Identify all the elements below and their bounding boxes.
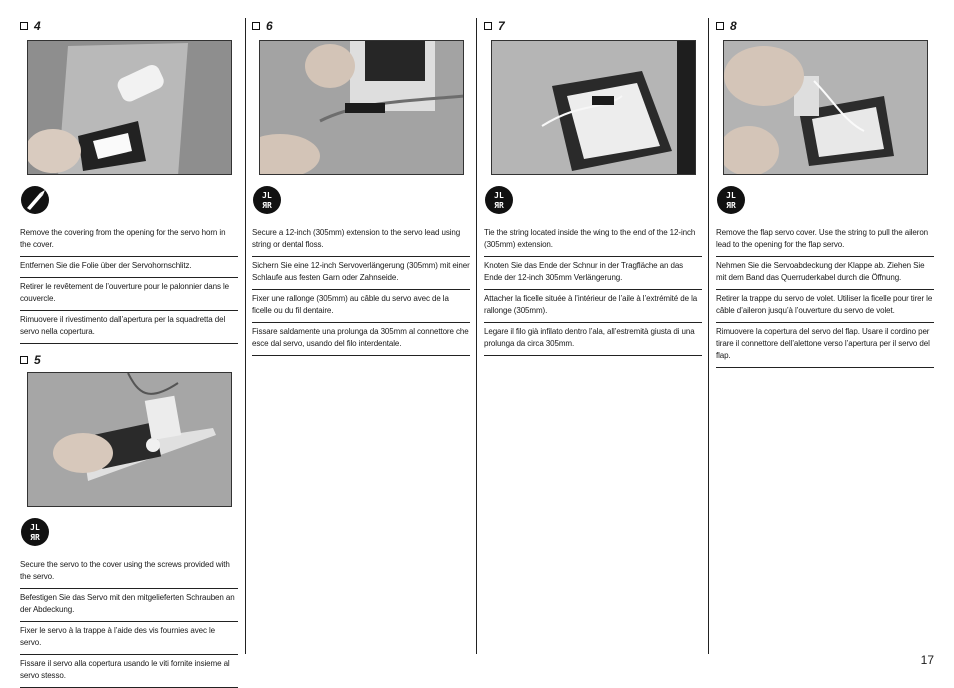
step-header [252,18,470,34]
svg-text:JL: JL [494,191,504,200]
left-right-icon [252,183,282,217]
column-4 [716,18,934,368]
instruction-it: Legare il filo già infilato dentro l’ala, all’estremità giusta di una prolunga da circa 305mm. [484,323,702,356]
instruction-en: Remove the flap servo cover. Use the string to pull the aileron lead to the opening for the flap servo. [716,217,934,257]
instruction-en: Secure a 12-inch (305mm) extension to the servo lead using string or dental floss. [252,217,470,257]
step-header [20,352,238,368]
instruction-fr: Fixer le servo à la trappe à l’aide des vis fournies avec le servo. [20,622,238,655]
svg-text:JL: JL [262,191,272,200]
checkbox[interactable] [484,22,492,30]
instruction-de: Befestigen Sie das Servo mit den mitgelieferten Schrauben an der Abdeckung. [20,589,238,622]
step-number: 8 [730,19,737,33]
instruction-it: Rimuovere la copertura del servo del flap. Usare il cordino per tirare il connettore dell’alettone verso l’apertura per il servo del flap. [716,323,934,368]
page-number: 17 [920,653,934,667]
column-1 [20,18,238,688]
column-2 [252,18,470,356]
column-divider [245,18,246,654]
instruction-it: Rimuovere il rivestimento dall’apertura per la squadretta del servo nella copertura. [20,311,238,344]
step-photo [723,40,928,175]
svg-text:ЯR: ЯR [30,533,40,542]
instruction-de: Sichern Sie eine 12-inch Servoverlängerung (305mm) mit einer Schlaufe aus festen Garn oder Zahnseide. [252,257,470,290]
instruction-de: Nehmen Sie die Servoabdeckung der Klappe ab. Ziehen Sie mit dem Band das Querruderkabel durch die Öffnung. [716,257,934,290]
checkbox[interactable] [716,22,724,30]
instruction-fr: Retirer la trappe du servo de volet. Utiliser la ficelle pour tirer le câble d’aileron jusqu’à l’ouverture du servo de volet. [716,290,934,323]
svg-text:JL: JL [30,523,40,532]
column-divider [708,18,709,654]
hobby-knife-icon [20,183,50,217]
step-photo [491,40,696,175]
instruction-en: Secure the servo to the cover using the screws provided with the servo. [20,549,238,589]
instruction-it: Fissare saldamente una prolunga da 305mm al connettore che esce dal servo, usando del filo interdentale. [252,323,470,356]
svg-text:ЯR: ЯR [262,201,272,210]
step-photo [259,40,464,175]
instruction-it: Fissare il servo alla copertura usando le viti fornite insieme al servo stesso. [20,655,238,688]
checkbox[interactable] [20,356,28,364]
svg-text:JL: JL [726,191,736,200]
instruction-en: Tie the string located inside the wing to the end of the 12-inch (305mm) extension. [484,217,702,257]
instruction-fr: Fixer une rallonge (305mm) au câble du servo avec de la ficelle ou du fil dentaire. [252,290,470,323]
column-3 [484,18,702,356]
step-number: 7 [498,19,505,33]
step-photo [27,372,232,507]
step-header [484,18,702,34]
step-header [716,18,934,34]
step-number: 4 [34,19,41,33]
instruction-fr: Attacher la ficelle située à l’intérieur de l’aile à l’extrémité de la rallonge (305mm). [484,290,702,323]
column-divider [476,18,477,654]
instruction-de: Entfernen Sie die Folie über der Servohornschlitz. [20,257,238,278]
instruction-de: Knoten Sie das Ende der Schnur in der Tragfläche an das Ende der 12-inch 305mm Verlängerung. [484,257,702,290]
left-right-icon [484,183,514,217]
step-number: 5 [34,353,41,367]
svg-text:ЯR: ЯR [726,201,736,210]
step-header [20,18,238,34]
step-number: 6 [266,19,273,33]
instruction-en: Remove the covering from the opening for the servo horn in the cover. [20,217,238,257]
checkbox[interactable] [20,22,28,30]
instruction-fr: Retirer le revêtement de l’ouverture pour le palonnier dans le couvercle. [20,278,238,311]
step-photo [27,40,232,175]
checkbox[interactable] [252,22,260,30]
left-right-icon [716,183,746,217]
svg-text:ЯR: ЯR [494,201,504,210]
left-right-icon [20,515,50,549]
